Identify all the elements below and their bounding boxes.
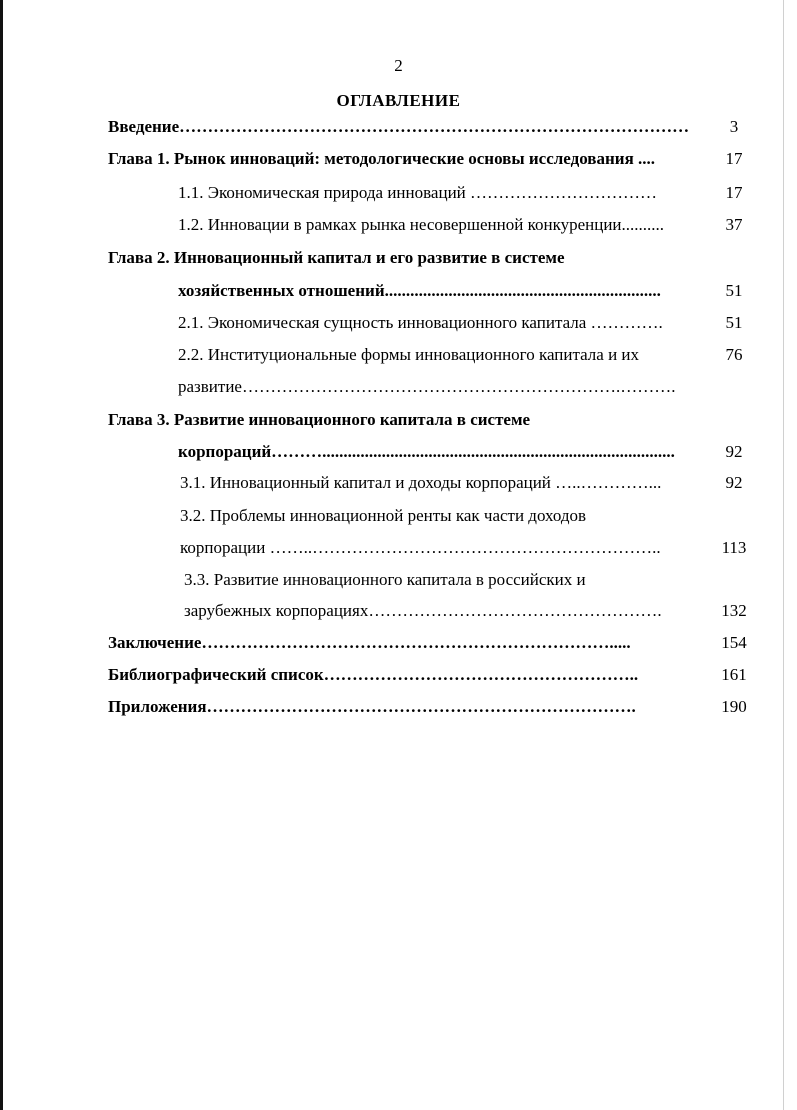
toc-page-section-2-1: 51 bbox=[725, 313, 743, 332]
toc-entry-section-3-3: 3.3. Развитие инновационного капитала в российских и bbox=[184, 570, 586, 589]
toc-entry-section-2-2-cont: развитие………………………………………………………….………. bbox=[178, 377, 676, 396]
toc-entry-section-1-1: 1.1. Экономическая природа инноваций …………………………… bbox=[178, 183, 658, 202]
toc-page-chapter-1: 17 bbox=[725, 149, 743, 168]
toc-page-introduction: 3 bbox=[729, 117, 739, 136]
toc-page-section-1-2: 37 bbox=[725, 215, 743, 234]
toc-entry-section-3-3-cont: зарубежных корпорациях……………………………………………. bbox=[184, 601, 662, 620]
toc-entry-conclusion: Заключение………………………………………………………………..... bbox=[108, 633, 631, 652]
toc-page-section-2-2: 76 bbox=[725, 345, 743, 364]
toc-page-appendices: 190 bbox=[721, 697, 747, 716]
toc-entry-section-3-1: 3.1. Инновационный капитал и доходы корпораций …..…………... bbox=[180, 473, 662, 492]
toc-entry-section-1-2: 1.2. Инновации в рамках рынка несовершенной конкуренции.......... bbox=[178, 215, 665, 234]
toc-page-section-3-3: 132 bbox=[721, 601, 747, 620]
toc-page-chapter-3: 92 bbox=[725, 442, 743, 461]
toc-entry-chapter-3: Глава 3. Развитие инновационного капитала в системе bbox=[108, 410, 531, 429]
toc-page-section-1-1: 17 bbox=[725, 183, 743, 202]
toc-entry-section-2-2: 2.2. Институциональные формы инновационного капитала и их bbox=[178, 345, 640, 364]
page-title: ОГЛАВЛЕНИЕ bbox=[336, 91, 461, 110]
toc-entry-section-3-2: 3.2. Проблемы инновационной ренты как части доходов bbox=[180, 506, 587, 525]
toc-page-conclusion: 154 bbox=[721, 633, 747, 652]
toc-entry-chapter-3-cont: корпораций………................................................................................... bbox=[178, 442, 675, 461]
scan-border-right bbox=[783, 0, 784, 1110]
toc-entry-section-3-2-cont: корпорации ……..…………………………………………………….. bbox=[180, 538, 661, 557]
toc-page-chapter-2: 51 bbox=[725, 281, 743, 300]
toc-page-bibliography: 161 bbox=[721, 665, 747, 684]
toc-entry-chapter-2-cont: хозяйственных отношений................................................................. bbox=[178, 281, 661, 300]
toc-page-section-3-1: 92 bbox=[725, 473, 743, 492]
scan-border-left bbox=[0, 0, 3, 1110]
toc-entry-chapter-1: Глава 1. Рынок инноваций: методологические основы исследования .... bbox=[108, 149, 656, 168]
toc-entry-section-2-1: 2.1. Экономическая сущность инновационного капитала …………. bbox=[178, 313, 663, 332]
toc-entry-introduction: Введение……………………………………………………………………………… bbox=[108, 117, 690, 136]
toc-entry-appendices: Приложения…………………………………………………………………. bbox=[108, 697, 636, 716]
toc-page-section-3-2: 113 bbox=[721, 538, 747, 557]
toc-entry-chapter-2: Глава 2. Инновационный капитал и его развитие в системе bbox=[108, 248, 565, 267]
toc-entry-bibliography: Библиографический список……………………………………………….. bbox=[108, 665, 639, 684]
page-number: 2 bbox=[394, 56, 403, 75]
